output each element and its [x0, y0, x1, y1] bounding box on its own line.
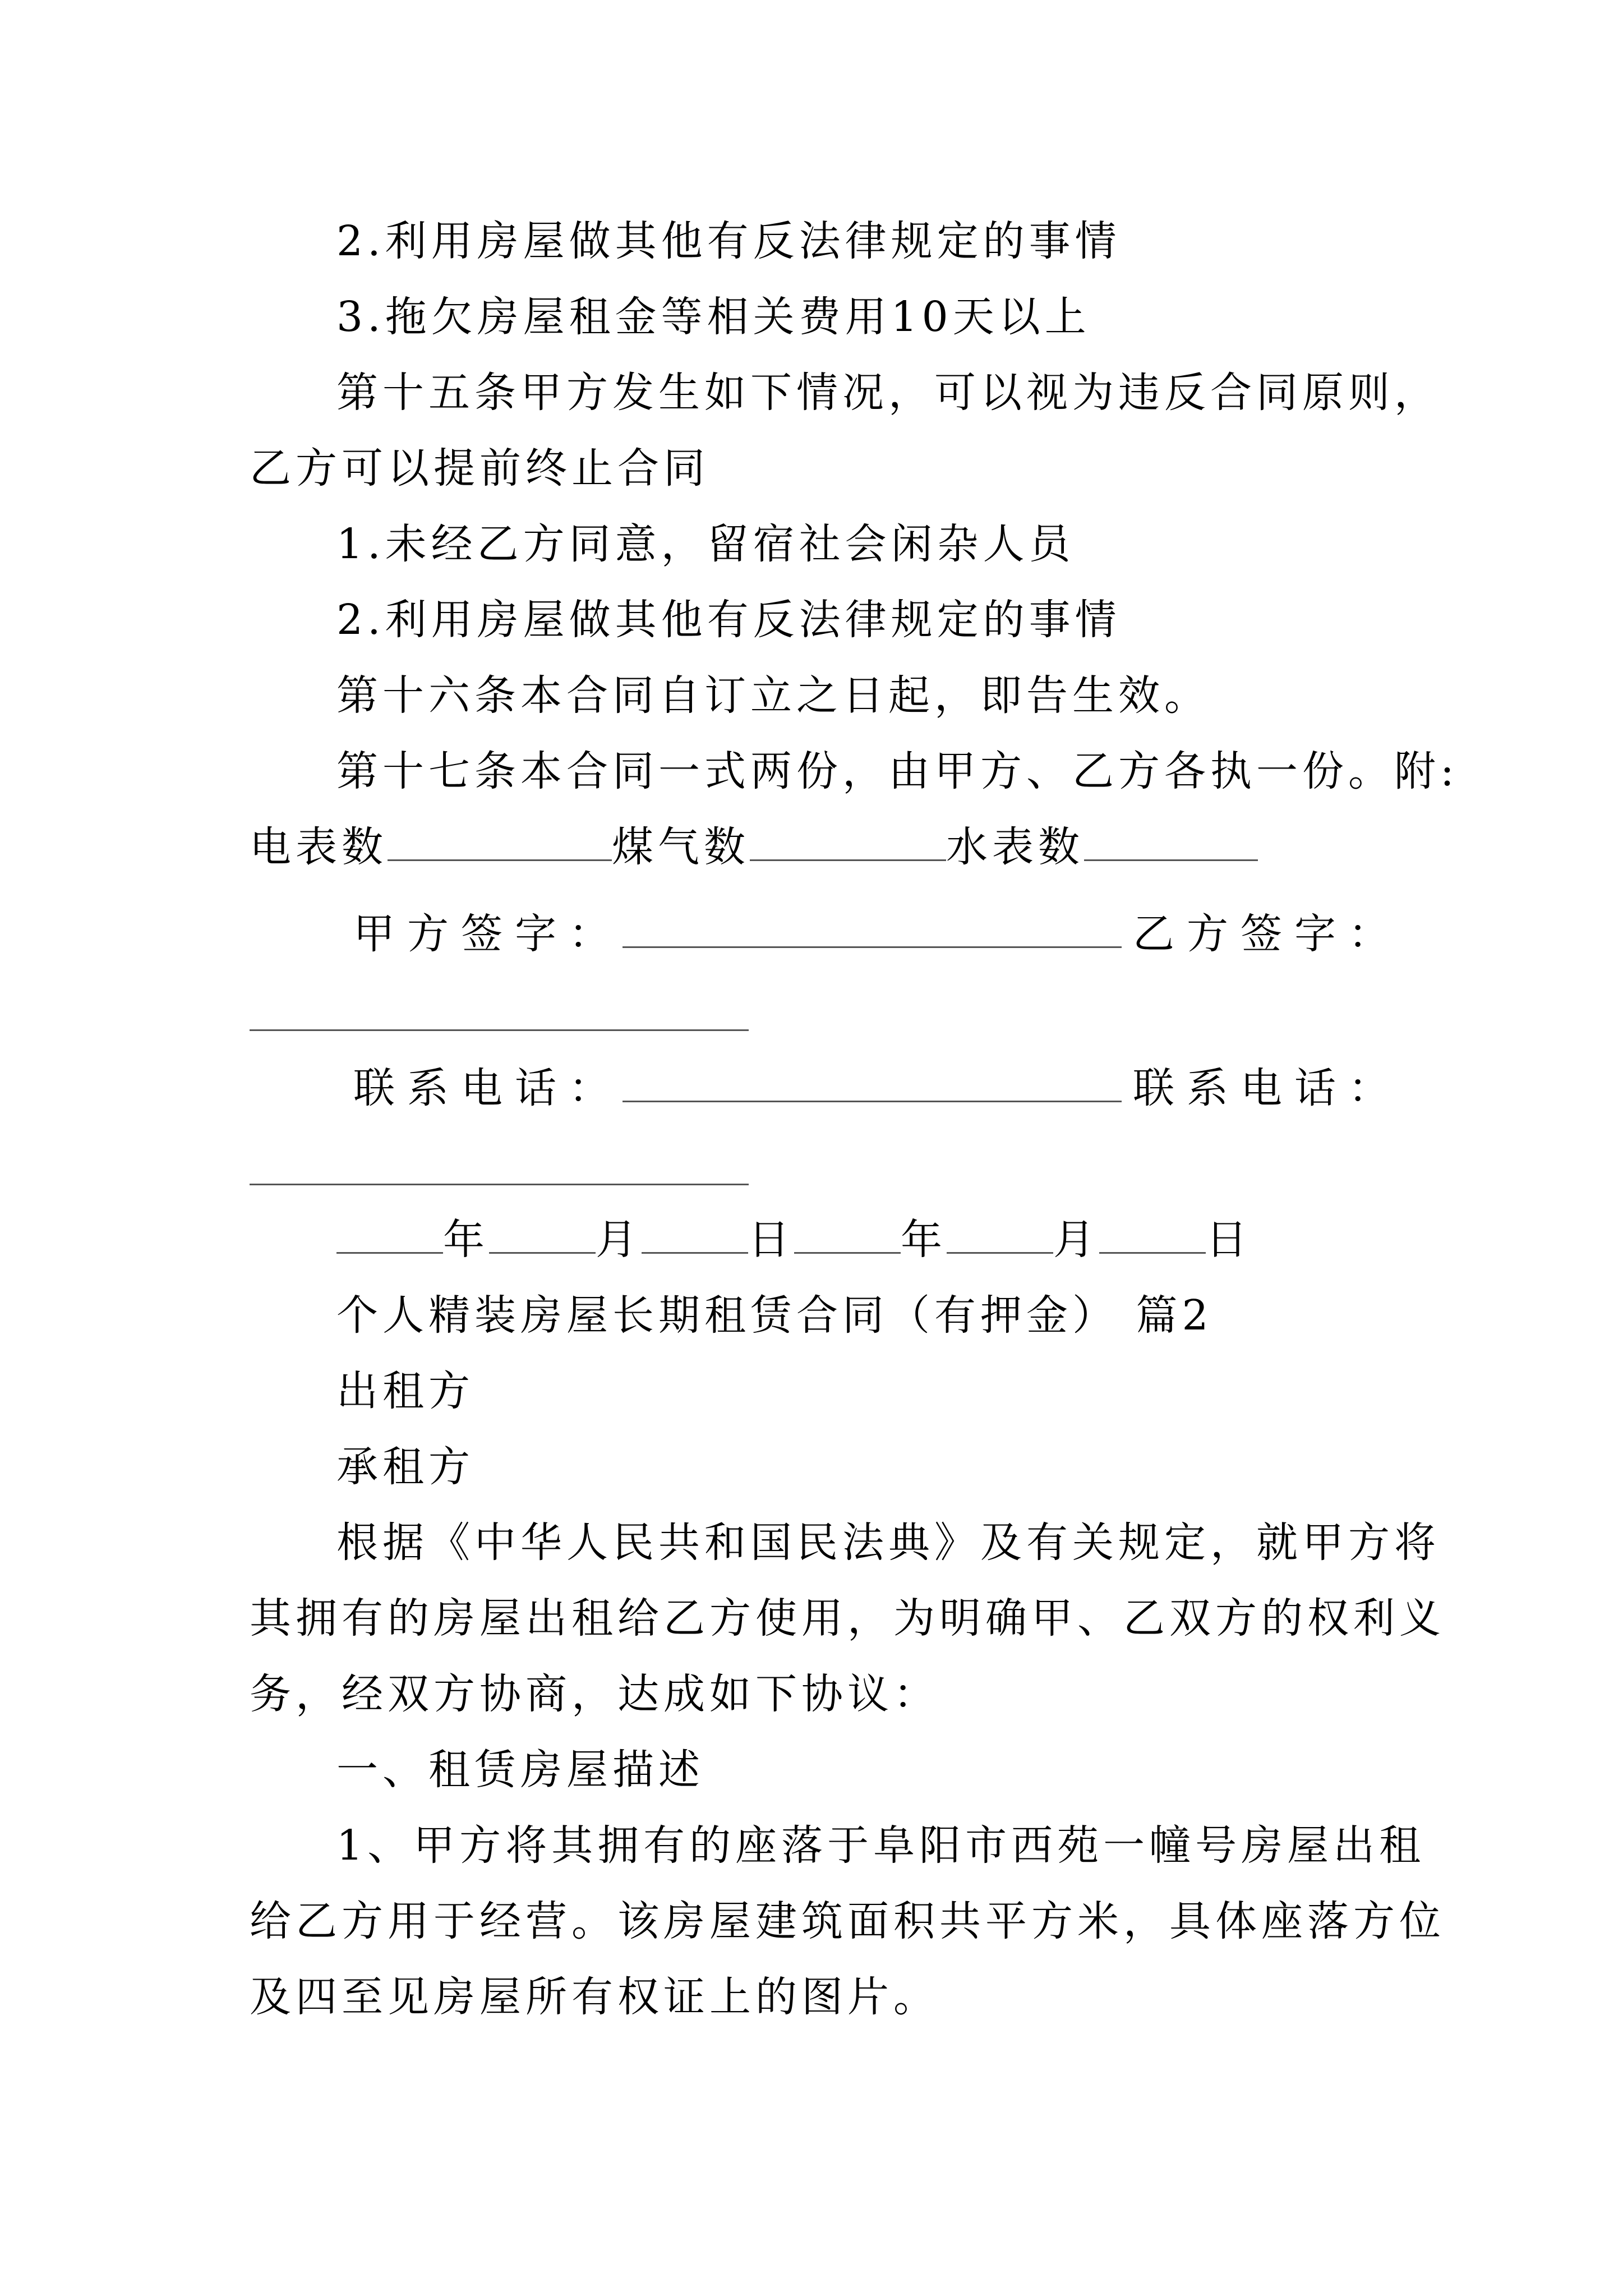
- sign-b-blank: [250, 1029, 749, 1031]
- month-label: 月: [1053, 1216, 1099, 1264]
- meter-water-label: 水表数: [946, 823, 1084, 871]
- date-line: [336, 1212, 1481, 1268]
- section-heading: 一、租赁房屋描述: [336, 1746, 704, 1794]
- clause-heading: 第十五条甲方发生如下情况，可以视为违反合同原则，: [336, 369, 1440, 417]
- year-blank: [794, 1213, 901, 1254]
- meter-electric-label: 电表数: [250, 823, 388, 871]
- sign-a-blank: [623, 907, 1122, 948]
- phone-a-blank: [623, 1061, 1122, 1102]
- paragraph-line: 1、甲方将其拥有的座落于阜阳市西苑一幢号房屋出租: [336, 1821, 1426, 1870]
- month-blank: [489, 1213, 596, 1254]
- party-label: 出租方: [336, 1367, 474, 1415]
- meter-readings-line: [250, 819, 1394, 875]
- phone-b-blank: [250, 1184, 749, 1185]
- clause-continuation: 乙方可以提前终止合同: [250, 444, 709, 493]
- clause-item: 3.拖欠房屋租金等相关费用10天以上: [336, 293, 1091, 341]
- year-blank: [336, 1213, 443, 1254]
- clause-item: 2.利用房屋做其他有反法律规定的事情: [336, 596, 1121, 644]
- day-blank: [642, 1213, 748, 1254]
- day-label: 日: [748, 1216, 794, 1264]
- clause-item: 2.利用房屋做其他有反法律规定的事情: [336, 217, 1121, 265]
- meter-electric-blank: [388, 820, 612, 861]
- paragraph-line: 务，经双方协商，达成如下协议：: [250, 1670, 939, 1718]
- clause-heading: 第十六条本合同自订立之日起，即告生效。: [336, 671, 1210, 720]
- section-title: 个人精装房屋长期租赁合同（有押金） 篇2: [336, 1291, 1213, 1340]
- paragraph-line: 及四至见房屋所有权证上的图片。: [250, 1973, 939, 2021]
- meter-water-blank: [1084, 820, 1258, 861]
- sign-a-label: 甲方签字：: [353, 910, 623, 958]
- meter-gas-label: 煤气数: [612, 823, 750, 871]
- party-label: 承租方: [336, 1443, 474, 1491]
- meter-gas-blank: [750, 820, 946, 861]
- sign-b-label: 乙方签字：: [1133, 910, 1402, 958]
- phone-b-label: 联系电话：: [1133, 1064, 1402, 1112]
- year-label: 年: [901, 1216, 947, 1264]
- clause-item: 1.未经乙方同意，留宿社会闲杂人员: [336, 520, 1075, 568]
- year-label: 年: [443, 1216, 489, 1264]
- day-blank: [1099, 1213, 1206, 1254]
- month-label: 月: [596, 1216, 642, 1264]
- day-label: 日: [1206, 1216, 1252, 1264]
- clause-heading: 第十七条本合同一式两份，由甲方、乙方各执一份。附:: [336, 747, 1459, 795]
- paragraph-line: 给乙方用于经营。该房屋建筑面积共平方米，具体座落方位: [250, 1897, 1445, 1945]
- month-blank: [947, 1213, 1053, 1254]
- paragraph-line: 根据《中华人民共和国民法典》及有关规定，就甲方将: [336, 1519, 1440, 1567]
- paragraph-line: 其拥有的房屋出租给乙方使用，为明确甲、乙双方的权利义: [250, 1594, 1445, 1642]
- phone-a-label: 联系电话：: [353, 1064, 623, 1112]
